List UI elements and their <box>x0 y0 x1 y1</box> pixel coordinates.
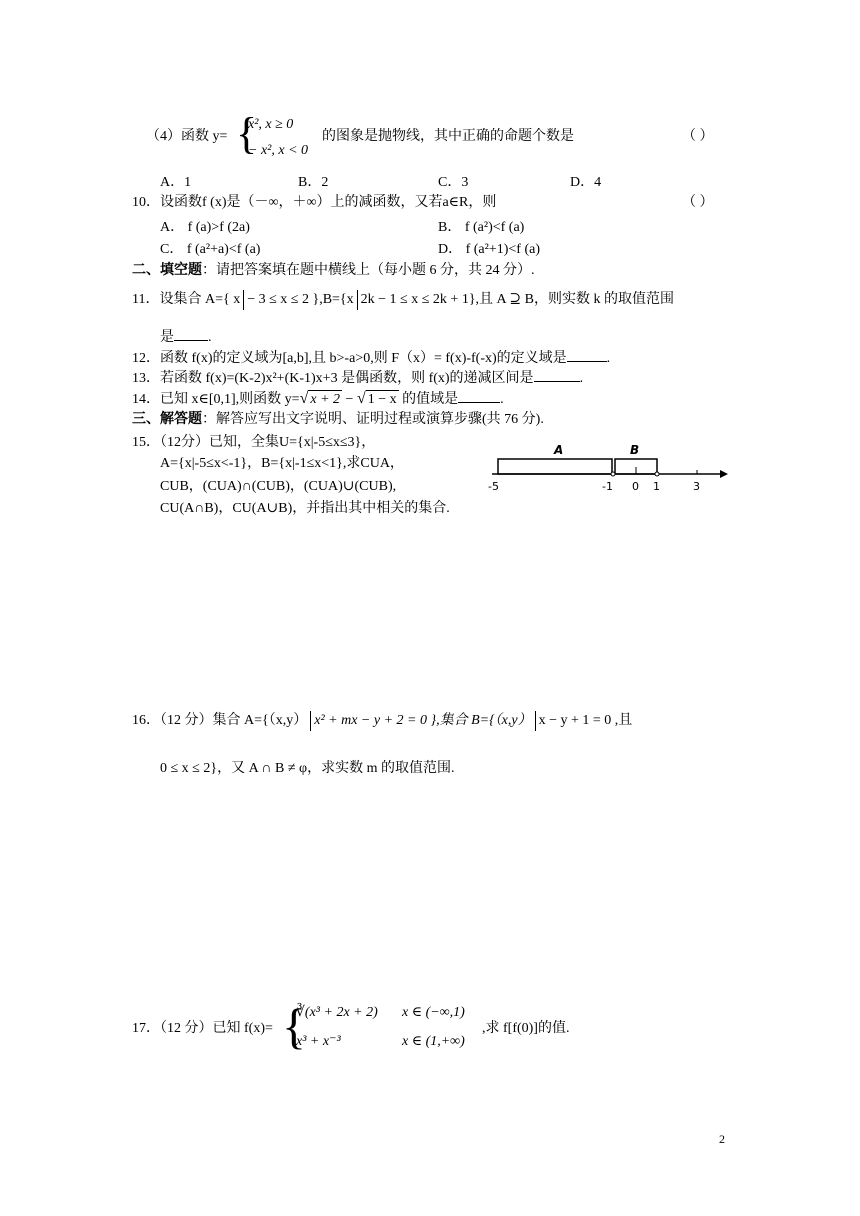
q11-bar-2 <box>357 290 358 310</box>
tick-label: -5 <box>488 480 499 493</box>
open-point-one <box>655 472 659 476</box>
q10-option-b: B． f (a²)<f (a) <box>438 220 525 235</box>
q11-line2-text: 是 <box>160 330 174 345</box>
q17-case2-cond: x ∈ (1,+∞) <box>402 1034 465 1049</box>
q16-bar-1 <box>310 711 311 731</box>
q12-line: 12．函数 f(x)的定义域为[a,b],且 b>-a>0,则 F（x）= f(x)-f(-x)的定义域是 . <box>132 347 610 368</box>
q17-brace: { <box>282 998 306 1054</box>
axis-arrow <box>720 470 728 478</box>
q15-line2: A={x|-5≤x<-1}，B={x|-1≤x<1},求CUA， <box>160 456 404 471</box>
q17-suffix: ,求 f[f(0)]的值. <box>482 1021 570 1036</box>
tick-label: 1 <box>653 480 660 493</box>
q14-answer-blank[interactable] <box>458 388 500 403</box>
q11-line1 <box>132 290 674 310</box>
q17-prefix: 17．（12 分）已知 f(x)= <box>132 1021 273 1036</box>
q10-option-d: D． f (a²+1)<f (a) <box>438 242 540 257</box>
q4-option-b: B．2 <box>298 175 329 190</box>
page-number: 2 <box>719 1132 725 1146</box>
section2-title: 二、填空题 <box>132 263 202 278</box>
q11-answer-blank[interactable] <box>174 326 208 341</box>
tick-label: -1 <box>602 480 613 493</box>
q11-bar-1 <box>243 290 244 310</box>
q4-option-a: A．1 <box>160 175 192 190</box>
q15-line4: CU(A∩B)，CU(A∪B)，并指出其中相关的集合. <box>160 501 450 516</box>
section3-desc: ：解答应写出文字说明、证明过程或演算步骤(共 76 分). <box>202 412 544 427</box>
q16-line1 <box>132 711 632 731</box>
number-line-figure <box>484 440 734 496</box>
q16-part-b: x² + mx − y + 2 = 0 },集合 B={（x,y） <box>314 713 532 729</box>
q17-case2-expr: x³ + x⁻³ <box>296 1034 341 1049</box>
q14-radicand-1: x + 2 <box>310 392 341 407</box>
q15-line1: 15．（12分）已知，全集U={x|-5≤x≤3}， <box>132 435 376 450</box>
q4-case2: − x², x < 0 <box>248 143 309 158</box>
q14-line: 14．已知 x∈[0,1],则函数 y=√ x + 2 − √ 1 − x 的值域是 . <box>132 390 504 407</box>
q14-text-a: 14．已知 x∈[0,1],则函数 y= <box>132 392 300 407</box>
q11-part-b: − 3 ≤ x ≤ 2 },B={x <box>247 292 354 308</box>
q4-option-d: D．4 <box>570 175 602 190</box>
q13-line: 13．若函数 f(x)=(K-2)x²+(K-1)x+3 是偶函数，则 f(x)的递减区间是 . <box>132 367 583 388</box>
q13-answer-blank[interactable] <box>534 367 580 382</box>
q16-line2: 0 ≤ x ≤ 2}，又 A ∩ B ≠ φ，求实数 m 的取值范围. <box>160 761 455 776</box>
q12-text: 12．函数 f(x)的定义域为[a,b],且 b>-a>0,则 F（x）= f(x)-f(-x)的定义域是 <box>132 351 567 366</box>
section3-heading <box>132 411 544 429</box>
q11-part-c: 2k − 1 ≤ x ≤ 2k + 1},且 A ⊇ B，则实数 k 的取值范围 <box>360 292 674 308</box>
q4-answer-paren: （ ） <box>682 129 714 144</box>
q16-part-c: x − y + 1 = 0 ,且 <box>538 713 633 729</box>
section3-title: 三、解答题 <box>132 412 202 427</box>
q4-option-c: C．3 <box>438 175 469 190</box>
set-a-bracket <box>498 459 612 474</box>
q14-root2-sign: √ <box>356 390 366 407</box>
section2-heading <box>132 262 535 280</box>
q12-answer-blank[interactable] <box>567 347 607 362</box>
q14-text-b: 的值域是 <box>402 392 459 407</box>
q14-radicand-2: 1 − x <box>367 392 397 407</box>
q17-case1-cond: x ∈ (−∞,1) <box>402 1005 465 1020</box>
q10-answer-paren: （ ） <box>682 195 714 210</box>
q4-suffix: 的图象是抛物线，其中正确的命题个数是 <box>322 129 574 144</box>
open-point-neg1 <box>611 472 615 476</box>
q16-bar-2 <box>535 711 536 731</box>
q4-brace: { <box>236 109 258 158</box>
q4-case1: x², x ≥ 0 <box>248 117 294 132</box>
q14-minus: − <box>345 392 354 407</box>
set-b-label: B <box>630 443 640 457</box>
q11-line2: 是 . <box>160 326 212 347</box>
q17-case1-expr: ∛(x³ + 2x + 2) <box>296 1005 378 1020</box>
tick-label: 3 <box>693 480 700 493</box>
q10-stem: 10．设函数f (x)是（－∞，＋∞）上的减函数，又若a∈R，则 <box>132 195 497 210</box>
q10-option-c: C． f (a²+a)<f (a) <box>160 242 261 257</box>
section2-desc: ：请把答案填在题中横线上（每小题 6 分，共 24 分）. <box>202 263 535 278</box>
set-a-label: A <box>554 443 564 457</box>
q11-part-a: 11．设集合 A={ x <box>132 292 241 308</box>
tick-label: 0 <box>632 480 639 493</box>
q10-option-a: A． f (a)>f (2a) <box>160 220 250 235</box>
q14-root1-sign: √ <box>299 390 309 407</box>
q4-prefix: （4）函数 y= <box>146 129 228 144</box>
q15-line3: CUB，(CUA)∩(CUB)，(CUA)∪(CUB), <box>160 479 397 494</box>
q13-text: 13．若函数 f(x)=(K-2)x²+(K-1)x+3 是偶函数，则 f(x)的递减区间是 <box>132 371 534 386</box>
q16-part-a: 16．（12 分）集合 A={（x,y） <box>132 713 308 729</box>
